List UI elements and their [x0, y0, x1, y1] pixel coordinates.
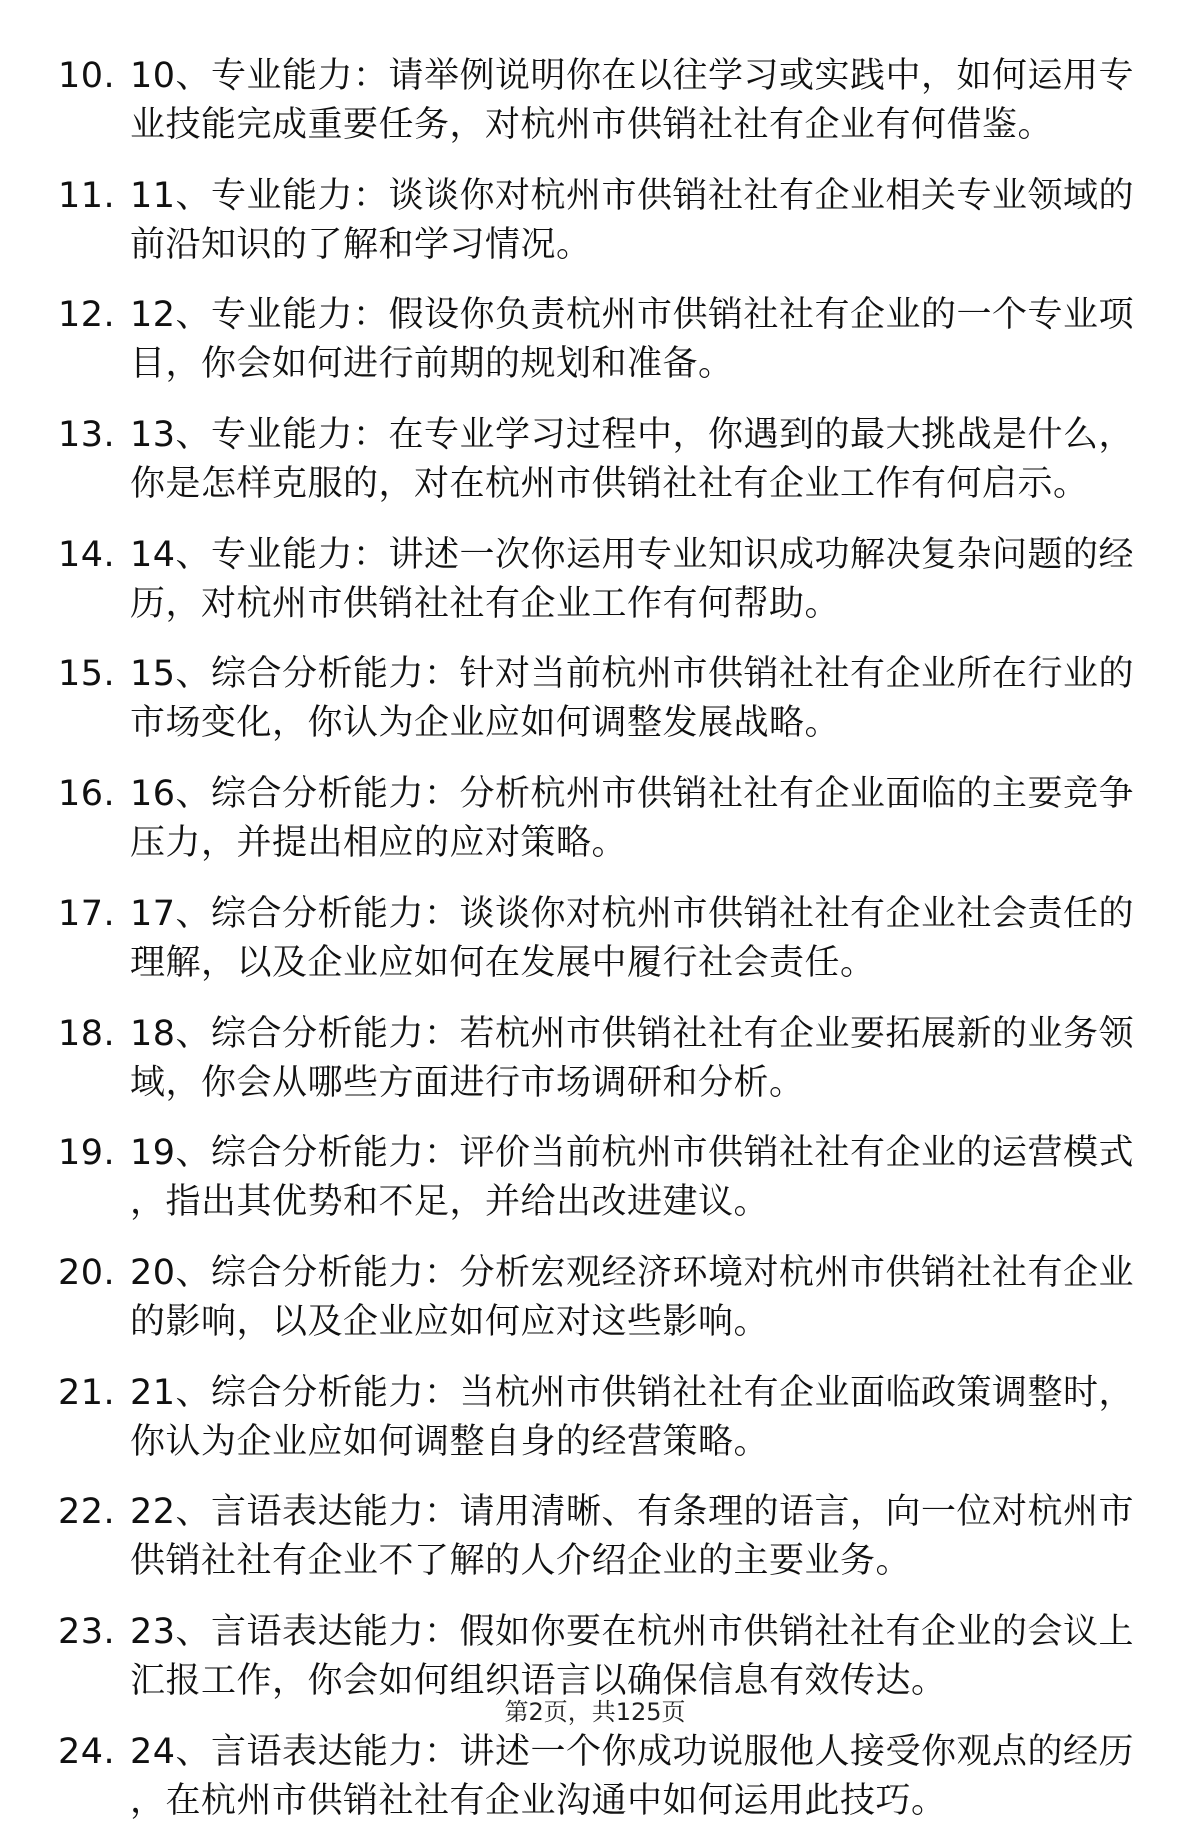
list-item [58, 890, 1148, 988]
question-text: 13、专业能力：在专业学习过程中，你遇到的最大挑战是什么，你是怎样克服的，对在杭州市供销社社有企业工作有何启示。 [130, 415, 1135, 505]
question-number: 23. [58, 1611, 116, 1652]
question-number: 13. [58, 415, 116, 456]
question-text: 19、综合分析能力：评价当前杭州市供销社社有企业的运营模式，指出其优势和不足，并给出改进建议。 [130, 1133, 1135, 1223]
question-number: 21. [58, 1372, 116, 1413]
list-item [58, 1369, 1148, 1467]
question-text: 14、专业能力：讲述一次你运用专业知识成功解决复杂问题的经历，对杭州市供销社社有企业工作有何帮助。 [130, 534, 1135, 624]
question-number: 22. [58, 1492, 116, 1533]
question-text: 10、专业能力：请举例说明你在以往学习或实践中，如何运用专业技能完成重要任务，对杭州市供销社社有企业有何借鉴。 [130, 56, 1135, 145]
question-number: 15. [58, 654, 116, 695]
question-text: 23、言语表达能力：假如你要在杭州市供销社社有企业的会议上汇报工作，你会如何组织语言以确保信息有效传达。 [130, 1611, 1135, 1701]
question-number: 19. [58, 1133, 116, 1174]
question-number: 10. [58, 56, 116, 96]
question-text: 11、专业能力：谈谈你对杭州市供销社社有企业相关专业领域的前沿知识的了解和学习情况。 [130, 175, 1135, 265]
question-text: 12、专业能力：假设你负责杭州市供销社社有企业的一个专业项目，你会如何进行前期的规划和准备。 [130, 295, 1135, 385]
question-text: 20、综合分析能力：分析宏观经济环境对杭州市供销社社有企业的影响，以及企业应如何应对这些影响。 [130, 1252, 1135, 1342]
question-text: 17、综合分析能力：谈谈你对杭州市供销社社有企业社会责任的理解，以及企业应如何在发展中履行社会责任。 [130, 893, 1135, 983]
list-item [58, 650, 1148, 748]
question-number: 17. [58, 893, 116, 934]
question-text: 16、综合分析能力：分析杭州市供销社社有企业面临的主要竞争压力，并提出相应的应对策略。 [130, 774, 1135, 864]
list-item [58, 291, 1148, 389]
list-item [58, 1010, 1148, 1108]
question-number: 12. [58, 295, 116, 336]
question-number: 14. [58, 534, 116, 575]
question-text: 15、综合分析能力：针对当前杭州市供销社社有企业所在行业的市场变化，你认为企业应如何调整发展战略。 [130, 654, 1135, 744]
question-text: 22、言语表达能力：请用清晰、有条理的语言，向一位对杭州市供销社社有企业不了解的人介绍企业的主要业务。 [130, 1492, 1135, 1582]
list-item [58, 1728, 1148, 1826]
list-item [58, 411, 1148, 509]
list-item [58, 1129, 1148, 1227]
question-text: 21、综合分析能力：当杭州市供销社社有企业面临政策调整时，你认为企业应如何调整自身的经营策略。 [130, 1372, 1135, 1462]
question-text: 24、言语表达能力：讲述一个你成功说服他人接受你观点的经历，在杭州市供销社社有企业沟通中如何运用此技巧。 [130, 1731, 1135, 1821]
question-number: 18. [58, 1013, 116, 1054]
question-number: 16. [58, 774, 116, 815]
question-number: 11. [58, 175, 116, 216]
list-item [58, 1488, 1148, 1586]
list-item [58, 52, 1148, 150]
list-item [58, 531, 1148, 629]
question-text: 18、综合分析能力：若杭州市供销社社有企业要拓展新的业务领域，你会从哪些方面进行市场调研和分析。 [130, 1013, 1135, 1103]
page-footer [0, 1697, 1190, 1727]
list-item [58, 770, 1148, 868]
question-list [58, 52, 1148, 1847]
list-item [58, 1249, 1148, 1347]
list-item [58, 172, 1148, 270]
page-number-label: 第2页，共125页 [504, 1698, 686, 1726]
question-number: 24. [58, 1731, 116, 1772]
list-item [58, 1608, 1148, 1706]
question-number: 20. [58, 1252, 116, 1293]
